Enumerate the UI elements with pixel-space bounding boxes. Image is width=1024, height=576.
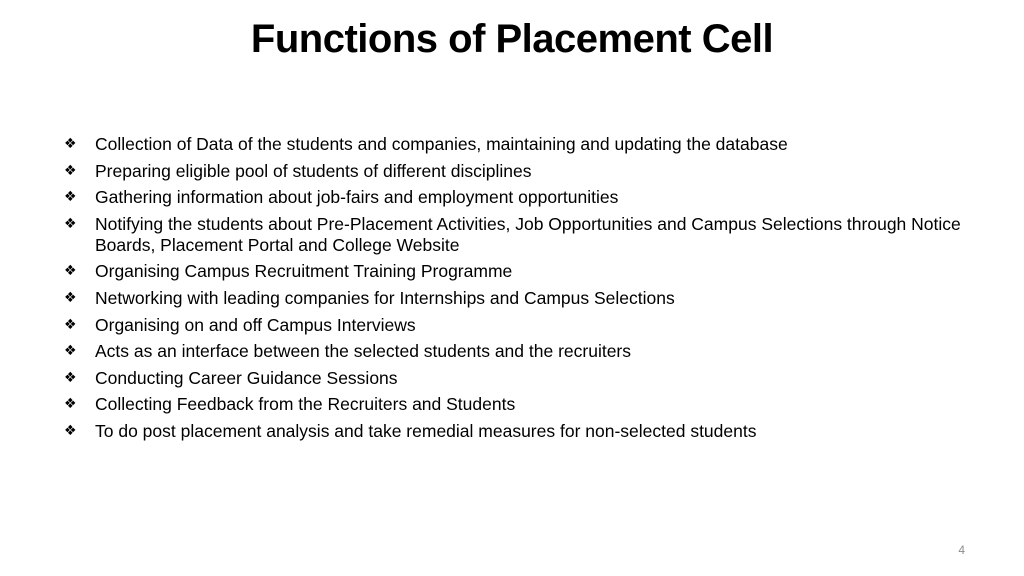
bullet-list xyxy=(64,134,964,448)
list-item-text: Organising on and off Campus Interviews xyxy=(95,314,416,335)
four-diamond-star-icon: ❖ xyxy=(64,215,77,232)
list-item-text: Preparing eligible pool of students of different disciplines xyxy=(95,160,532,181)
list-item xyxy=(64,315,964,336)
list-item xyxy=(64,394,964,415)
list-item-text: Conducting Career Guidance Sessions xyxy=(95,367,398,388)
list-item xyxy=(64,368,964,389)
list-item-text: Gathering information about job-fairs and employment opportunities xyxy=(95,187,619,208)
page-number: 4 xyxy=(958,543,965,557)
list-item-text: Networking with leading companies for Internships and Campus Selections xyxy=(95,287,675,308)
four-diamond-star-icon: ❖ xyxy=(64,396,77,413)
list-item xyxy=(64,134,964,155)
four-diamond-star-icon: ❖ xyxy=(64,316,77,333)
four-diamond-star-icon: ❖ xyxy=(64,343,77,360)
four-diamond-star-icon: ❖ xyxy=(64,162,77,179)
four-diamond-star-icon: ❖ xyxy=(64,289,77,306)
four-diamond-star-icon: ❖ xyxy=(64,422,77,439)
list-item-text: Collection of Data of the students and companies, maintaining and updating the database xyxy=(95,134,788,154)
four-diamond-star-icon: ❖ xyxy=(64,369,77,386)
list-item xyxy=(64,421,964,442)
list-item-text: Notifying the students about Pre-Placement Activities, Job Opportunities and Campus Selections through Notice Boards, Placement Portal and College Website xyxy=(95,213,961,255)
list-item-text: Collecting Feedback from the Recruiters and Students xyxy=(95,394,516,415)
four-diamond-star-icon: ❖ xyxy=(64,136,77,152)
slide-title: Functions of Placement Cell xyxy=(250,17,774,61)
list-item xyxy=(64,161,964,182)
list-item xyxy=(64,341,964,362)
list-item-text: Organising Campus Recruitment Training Programme xyxy=(95,261,513,282)
list-item-text: Acts as an interface between the selected students and the recruiters xyxy=(95,341,632,362)
four-diamond-star-icon: ❖ xyxy=(64,189,77,206)
list-item xyxy=(64,187,964,208)
list-item-text: To do post placement analysis and take remedial measures for non-selected students xyxy=(95,420,757,441)
four-diamond-star-icon: ❖ xyxy=(64,263,77,280)
list-item xyxy=(64,288,964,309)
list-item xyxy=(64,261,964,282)
list-item xyxy=(64,214,964,256)
